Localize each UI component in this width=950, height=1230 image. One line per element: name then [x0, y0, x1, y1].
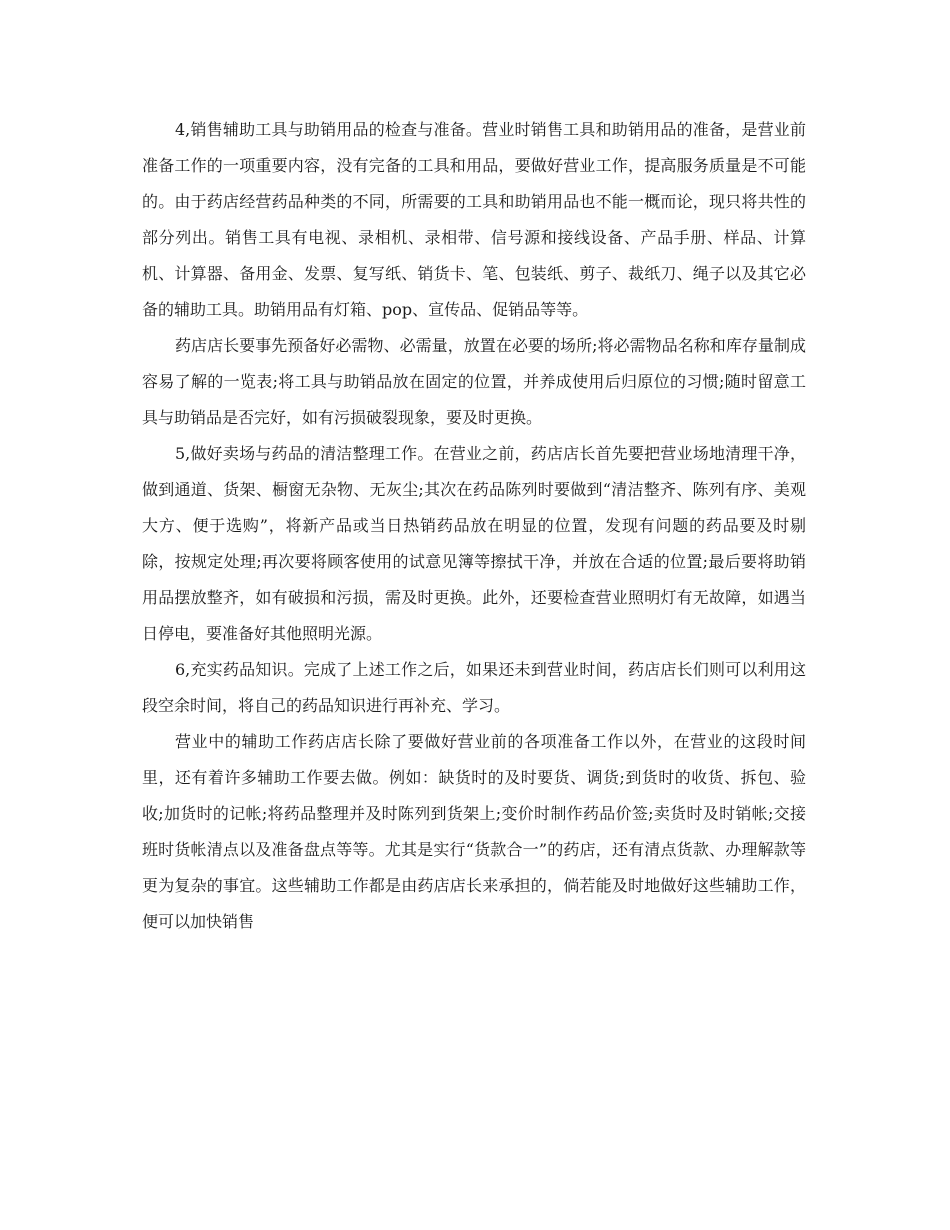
paragraph-store-manager-prep: 药店店长要事先预备好必需物、必需量，放置在必要的场所;将必需物品名称和库存量制成容易了解的一览表;将工具与助销品放在固定的位置，并养成使用后归原位的习惯;随时留意工具与助销品是否完好，如有污损破裂现象，要及时更换。: [142, 336, 806, 427]
paragraph-auxiliary-work: 营业中的辅助工作药店店长除了要做好营业前的各项准备工作以外，在营业的这段时间里，还有着许多辅助工作要去做。例如：缺货时的及时要货、调货;到货时的收货、拆包、验收;加货时的记帐;将药品整理并及时陈列到货架上;变价时制作药品价签;卖货时及时销帐;交接班时货帐清点以及准备盘点等等。尤其是实行“货款合一”的药店，还有清点货款、办理解款等更为复杂的事宜。这些辅助工作都是由药店店长来承担的，倘若能及时地做好这些辅助工作，便可以加快销售: [142, 732, 806, 931]
paragraph-sales-tools: 4,销售辅助工具与助销用品的检查与准备。营业时销售工具和助销用品的准备，是营业前准备工作的一项重要内容，没有完备的工具和用品，要做好营业工作，提高服务质量是不可能的。由于药店经营药品种类的不同，所需要的工具和助销用品也不能一概而论，现只将共性的部分列出。销售工具有电视、录相机、录相带、信号源和接线设备、产品手册、样品、计算机、计算器、备用金、发票、复写纸、销货卡、笔、包装纸、剪子、裁纸刀、绳子以及其它必备的辅助工具。助销用品有灯箱、pop、宣传品、促销品等等。: [142, 120, 806, 319]
paragraph-cleaning: 5,做好卖场与药品的清洁整理工作。在营业之前，药店店长首先要把营业场地清理干净，做到通道、货架、橱窗无杂物、无灰尘;其次在药品陈列时要做到“清洁整齐、陈列有序、美观大方、便于选购”，将新产品或当日热销药品放在明显的位置，发现有问题的药品要及时剔除，按规定处理;再次要将顾客使用的试意见簿等擦拭干净，并放在合适的位置;最后要将助销用品摆放整齐，如有破损和污损，需及时更换。此外，还要检查营业照明灯有无故障，如遇当日停电，要准备好其他照明光源。: [142, 444, 806, 643]
paragraph-product-knowledge: 6,充实药品知识。完成了上述工作之后，如果还未到营业时间，药店店长们则可以利用这段空余时间，将自己的药品知识进行再补充、学习。: [142, 660, 806, 715]
document-page: [142, 112, 806, 940]
